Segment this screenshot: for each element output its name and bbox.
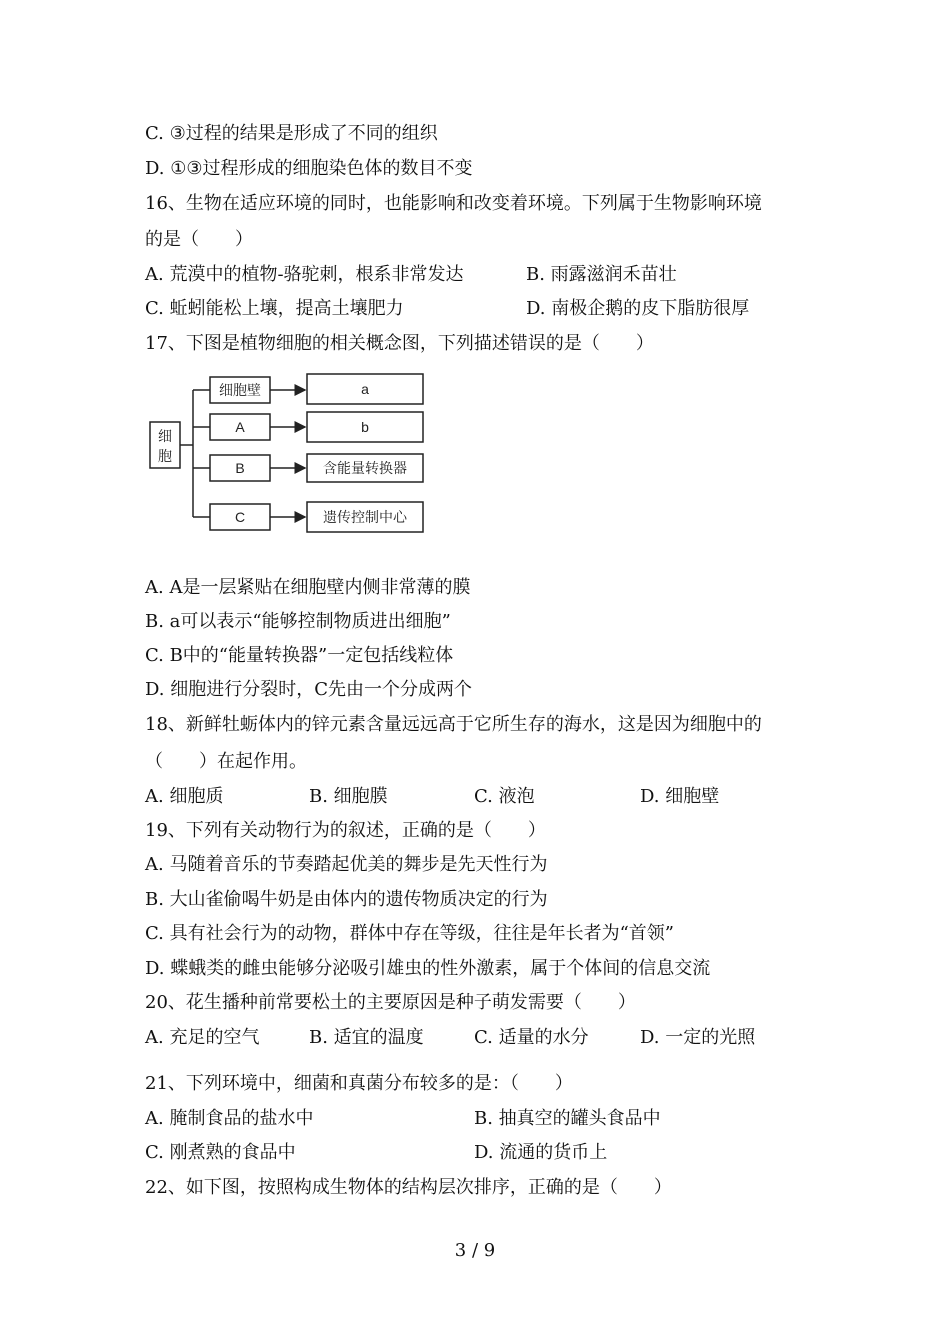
q19-option-b: B. 大山雀偷喝牛奶是由体内的遗传物质决定的行为 — [145, 889, 548, 910]
line-c: C. ③过程的结果是形成了不同的组织 — [145, 123, 438, 144]
q18-option-b: B. 细胞膜 — [309, 786, 388, 807]
q16-option-d: D. 南极企鹅的皮下脂肪很厚 — [526, 298, 750, 319]
q19-option-c: C. 具有社会行为的动物，群体中存在等级，往往是年长者为“首领” — [145, 923, 674, 944]
node-a: a — [361, 381, 369, 397]
root-char-2: 胞 — [158, 448, 172, 464]
question-16-cont: 的是（ ） — [145, 229, 253, 250]
node-wall: 细胞壁 — [219, 382, 261, 398]
node-root-2 — [158, 448, 172, 464]
node-C: C — [234, 509, 246, 525]
q17-option-a: A. A是一层紧贴在细胞壁内侧非常薄的膜 — [145, 577, 471, 598]
node-energy: 含能量转换器 — [323, 460, 407, 476]
node-B: B — [235, 460, 245, 476]
q20-option-a: A. 充足的空气 — [145, 1027, 260, 1048]
line-d: D. ①③过程形成的细胞染色体的数目不变 — [145, 158, 473, 179]
root-char-1: 细 — [158, 428, 172, 444]
concept-diagram — [145, 370, 435, 535]
q17-option-d: D. 细胞进行分裂时，C先由一个分成两个 — [145, 679, 473, 700]
question-18-cont: （ ）在起作用。 — [145, 751, 307, 772]
q18-option-c: C. 液泡 — [474, 786, 535, 807]
page-number: 3 / 9 — [454, 1240, 496, 1261]
question-22: 22、如下图，按照构成生物体的结构层次排序，正确的是（ ） — [145, 1177, 672, 1198]
question-16: 16、生物在适应环境的同时，也能影响和改变着环境。下列属于生物影响环境 — [145, 193, 762, 214]
q21-option-d: D. 流通的货币上 — [474, 1142, 608, 1163]
question-21: 21、下列环境中，细菌和真菌分布较多的是：（ ） — [145, 1073, 573, 1094]
q20-option-b: B. 适宜的温度 — [309, 1027, 424, 1048]
q20-option-d: D. 一定的光照 — [640, 1027, 756, 1048]
q17-option-c: C. B中的“能量转换器”一定包括线粒体 — [145, 645, 454, 666]
q16-option-a: A. 荒漠中的植物-骆驼刺，根系非常发达 — [145, 264, 464, 285]
node-b: b — [361, 419, 369, 435]
node-root-1 — [158, 428, 172, 444]
node-A: A — [235, 419, 245, 435]
question-19: 19、下列有关动物行为的叙述，正确的是（ ） — [145, 820, 546, 841]
q18-option-d: D. 细胞壁 — [640, 786, 720, 807]
question-20: 20、花生播种前常要松土的主要原因是种子萌发需要（ ） — [145, 992, 636, 1013]
q16-option-b: B. 雨露滋润禾苗壮 — [526, 264, 677, 285]
q18-option-a: A. 细胞质 — [145, 786, 224, 807]
q21-option-b: B. 抽真空的罐头食品中 — [474, 1108, 661, 1129]
q21-option-a: A. 腌制食品的盐水中 — [145, 1108, 314, 1129]
question-18: 18、新鲜牡蛎体内的锌元素含量远远高于它所生存的海水，这是因为细胞中的 — [145, 714, 762, 735]
q21-option-c: C. 刚煮熟的食品中 — [145, 1142, 296, 1163]
q19-option-a: A. 马随着音乐的节奏踏起优美的舞步是先天性行为 — [145, 854, 548, 875]
q17-option-b: B. a可以表示“能够控制物质进出细胞” — [145, 611, 451, 632]
q19-option-d: D. 蝶蛾类的雌虫能够分泌吸引雄虫的性外激素，属于个体间的信息交流 — [145, 958, 711, 979]
q20-option-c: C. 适量的水分 — [474, 1027, 589, 1048]
question-17: 17、下图是植物细胞的相关概念图，下列描述错误的是（ ） — [145, 333, 654, 354]
q16-option-c: C. 蚯蚓能松上壤，提高土壤肥力 — [145, 298, 404, 319]
node-control: 遗传控制中心 — [323, 509, 407, 525]
